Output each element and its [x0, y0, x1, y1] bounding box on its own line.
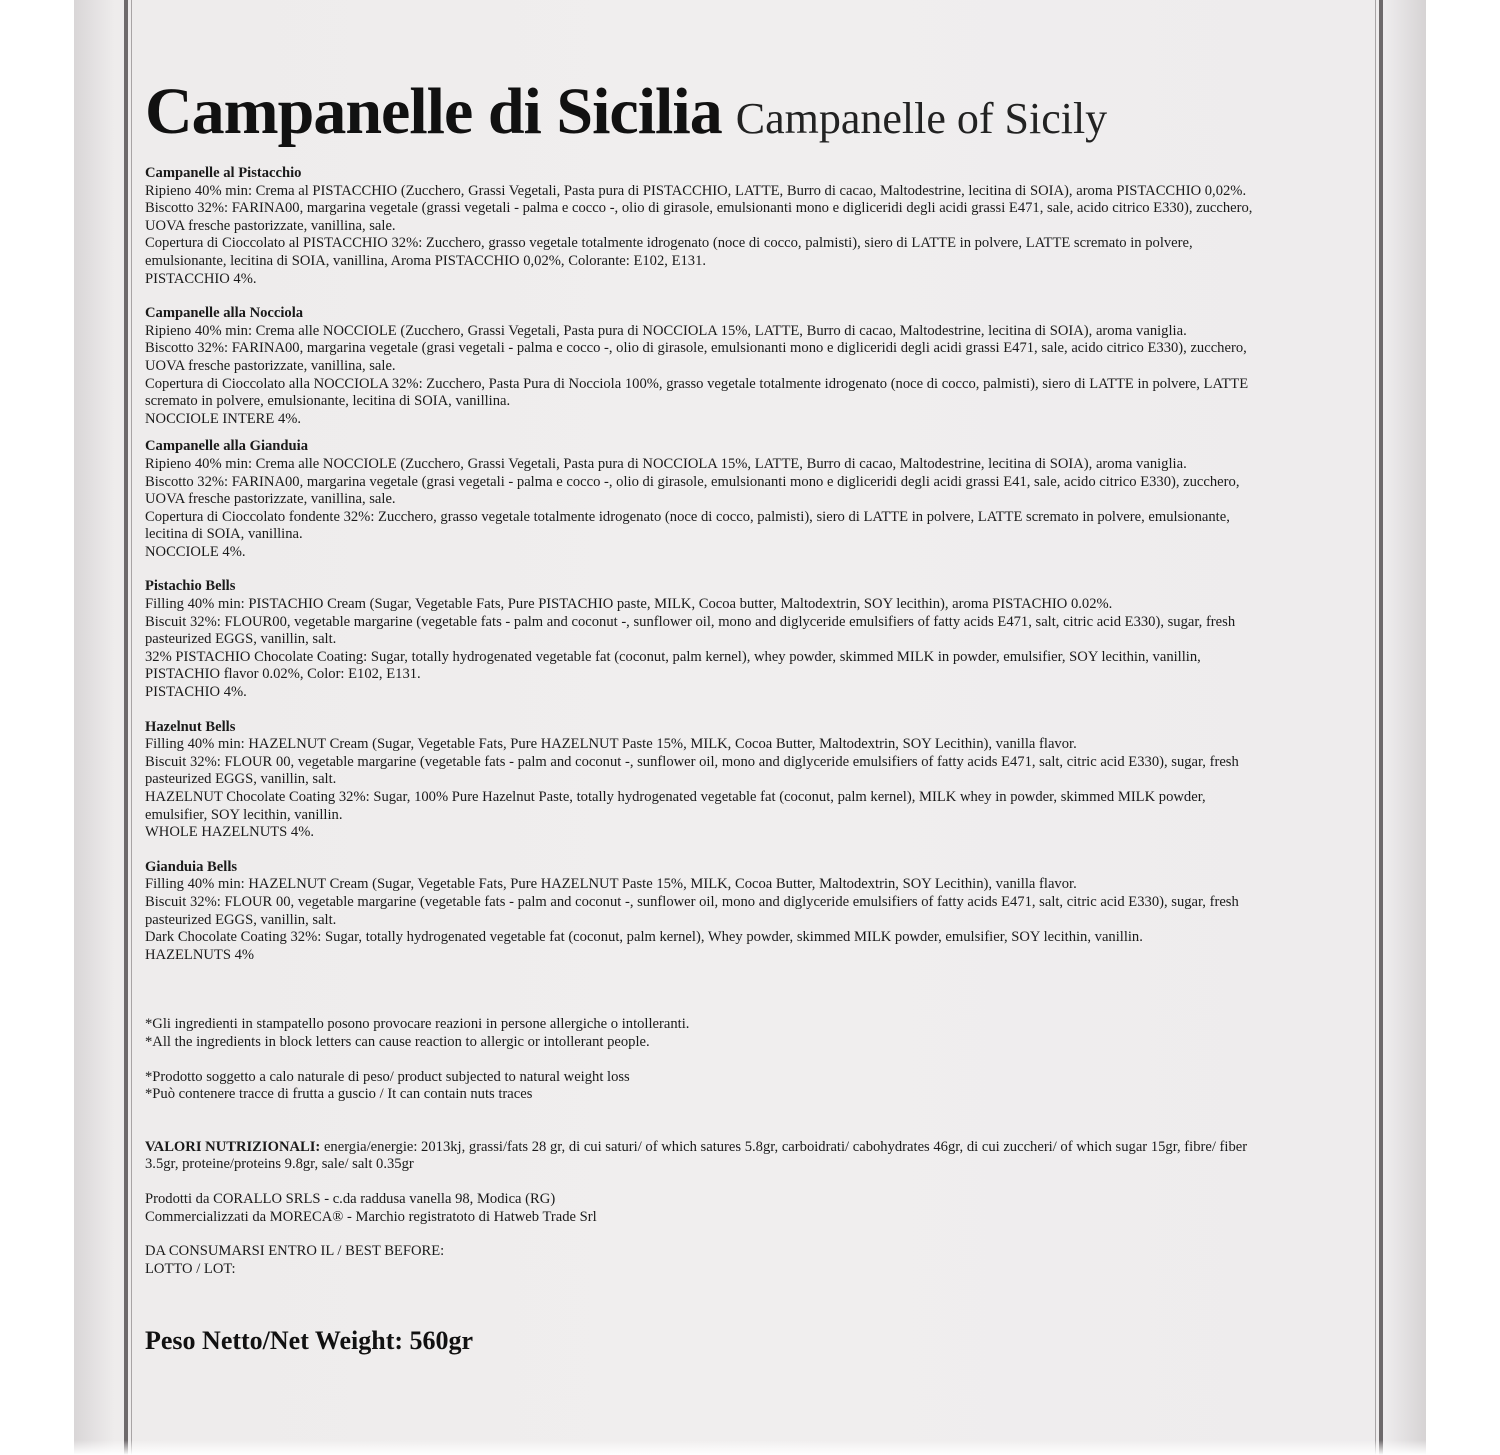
- nutrition-line-2: 3.5gr, proteine/proteins 9.8gr, sale/ salt 0.35gr: [145, 1156, 414, 1173]
- ingredient-line: Filling 40% min: HAZELNUT Cream (Sugar, Vegetable Fats, Pure HAZELNUT Paste 15%, MILK, Cocoa Butter, Maltodextrin, SOY Lecithin), vanilla flavor.: [145, 876, 1077, 893]
- ingredient-line: Biscotto 32%: FARINA00, margarina vegetale (grassi vegetali - palma e cocco -, olio di girasole, emulsionanti mono e digliceridi degli acidi grassi E471, sale, acido citrico E330), zucchero,: [145, 200, 1253, 217]
- date-lot-info: [145, 1243, 1370, 1278]
- ingredient-line: lecitina di SOIA, vanillina.: [145, 526, 303, 543]
- section-heading: Campanelle alla Gianduia: [145, 438, 308, 455]
- allergen-note-en: *All the ingredients in block letters can cause reaction to allergic or intollerant people.: [145, 1033, 650, 1050]
- ingredient-line: HAZELNUT Chocolate Coating 32%: Sugar, 100% Pure Hazelnut Paste, totally hydrogenated vegetable fat (coconut, palm kernel), MILK whey in powder, skimmed MILK powder,: [145, 789, 1206, 805]
- ingredient-line: Copertura di Cioccolato fondente 32%: Zucchero, grasso vegetale totalmente idrogenato (noce di cocco, palmisti), siero di LATTE in polvere, LATTE scremato in polvere, emulsionante,: [145, 508, 1230, 525]
- ingredient-line: UOVA fresche pastorizzate, vanillina, sale.: [145, 491, 396, 508]
- ingredient-line: Biscuit 32%: FLOUR00, vegetable margarine (vegetable fats - palm and coconut -, sunflower oil, mono and diglyceride emulsifiers of fatty acids E471, salt, citric acid E330), sugar, fresh: [145, 613, 1236, 630]
- ingredient-line: scremato in polvere, emulsionante, lecitina di SOIA, vanillina.: [145, 393, 511, 410]
- section-hazelnut-bells: [145, 719, 1370, 842]
- left-border-bar: [124, 0, 128, 1455]
- section-nocciola: [145, 305, 1370, 428]
- ingredient-line: Dark Chocolate Coating 32%: Sugar, totally hydrogenated vegetable fat (coconut, palm kernel), Whey powder, skimmed MILK powder, emulsifier, SOY lecithin, vanillin.: [145, 929, 1143, 946]
- ingredient-line: emulsionante, lecitina di SOIA, vanillina, Aroma PISTACCHIO 0,02%, Colorante: E102, E131.: [145, 252, 707, 269]
- title-italian: Campanelle di Sicilia: [145, 75, 722, 148]
- distributor-line: Commercializzati da MORECA® - Marchio registratoto di Hatweb Trade Srl: [145, 1208, 597, 1225]
- ingredient-line: HAZELNUTS 4%: [145, 946, 255, 963]
- product-title: [145, 72, 1370, 152]
- allergen-note-it: *Gli ingredienti in stampatello posono provocare reazioni in persone allergiche o intolleranti.: [145, 1016, 690, 1033]
- right-border-bar: [1379, 0, 1383, 1455]
- ingredient-line: NOCCIOLE INTERE 4%.: [145, 410, 302, 427]
- ingredient-line: Filling 40% min: HAZELNUT Cream (Sugar, Vegetable Fats, Pure HAZELNUT Paste 15%, MILK, Cocoa Butter, Maltodextrin, SOY Lecithin), vanilla flavor.: [145, 736, 1077, 753]
- section-gianduia-bells: [145, 859, 1370, 965]
- producer-line: Prodotti da CORALLO SRLS - c.da raddusa vanella 98, Modica (RG): [145, 1190, 556, 1207]
- section-heading: Campanelle alla Nocciola: [145, 305, 304, 322]
- bottom-fade: [74, 1440, 1426, 1455]
- ingredient-line: UOVA fresche pastorizzate, vanillina, sale.: [145, 357, 396, 374]
- section-gianduia: [145, 438, 1370, 561]
- ingredient-line: pasteurized EGGS, vanillin, salt.: [145, 771, 337, 788]
- ingredient-line: pasteurized EGGS, vanillin, salt.: [145, 911, 337, 928]
- section-heading: Gianduia Bells: [145, 858, 238, 875]
- ingredient-line: Ripieno 40% min: Crema al PISTACCHIO (Zucchero, Grassi Vegetali, Pasta pura di PISTACCHIO, LATTE, Burro di cacao, Maltodestrine, lecitina di SOIA), aroma PISTACCHIO 0,02%.: [145, 182, 1247, 199]
- ingredient-line: Copertura di Cioccolato alla NOCCIOLA 32%: Zucchero, Pasta Pura di Nocciola 100%, grasso vegetale totalmente idrogenato (noce di cocco, palmisti), siero di LATTE in polvere, LATTE: [145, 375, 1249, 392]
- right-border-line: [1375, 0, 1376, 1455]
- left-border-line: [131, 0, 132, 1455]
- ingredient-line: Biscotto 32%: FARINA00, margarina vegetale (grasi vegetali - palma e cocco -, olio di girasole, emulsionanti mono e digliceridi degli acidi grassi E41, sale, acido citrico E330), zucchero,: [145, 473, 1240, 490]
- allergen-notes: [145, 1016, 1370, 1051]
- label-content: [145, 72, 1370, 1356]
- ingredient-line: pasteurized EGGS, vanillin, salt.: [145, 631, 337, 648]
- ingredient-line: 32% PISTACHIO Chocolate Coating: Sugar, totally hydrogenated vegetable fat (coconut, palm kernel), whey powder, skimmed MILK in powder, emulsifier, SOY lecithin, vanillin,: [145, 648, 1201, 665]
- ingredient-line: PISTACHIO 4%.: [145, 684, 247, 701]
- ingredient-line: Ripieno 40% min: Crema alle NOCCIOLE (Zucchero, Grassi Vegetali, Pasta pura di NOCCIOLA 15%, LATTE, Burro di cacao, Maltodestrine, lecitina di SOIA), aroma vaniglia.: [145, 322, 1187, 339]
- ingredient-line: Copertura di Cioccolato al PISTACCHIO 32%: Zucchero, grasso vegetale totalmente idrogenato (noce di cocco, palmisti), siero di LATTE in polvere, LATTE scremato in polvere,: [145, 235, 1193, 252]
- weight-notes: [145, 1069, 1370, 1104]
- weight-loss-note: *Prodotto soggetto a calo naturale di peso/ product subjected to natural weight loss: [145, 1068, 630, 1085]
- section-heading: Pistachio Bells: [145, 578, 236, 595]
- ingredient-line: Biscotto 32%: FARINA00, margarina vegetale (grasi vegetali - palma e cocco -, olio di girasole, emulsionanti mono e digliceridi degli acidi grassi E471, sale, acido citrico E330), zucchero,: [145, 340, 1247, 357]
- ingredient-line: Ripieno 40% min: Crema alle NOCCIOLE (Zucchero, Grassi Vegetali, Pasta pura di NOCCIOLA 15%, LATTE, Burro di cacao, Maltodestrine, lecitina di SOIA), aroma vaniglia.: [145, 455, 1187, 472]
- producer-info: [145, 1191, 1370, 1226]
- nuts-traces-note: *Può contenere tracce di frutta a guscio / It can contain nuts traces: [145, 1086, 533, 1103]
- best-before: DA CONSUMARSI ENTRO IL / BEST BEFORE:: [145, 1243, 445, 1260]
- ingredient-line: Biscuit 32%: FLOUR 00, vegetable margarine (vegetable fats - palm and coconut -, sunflower oil, mono and diglyceride emulsifiers of fatty acids E471, salt, citric acid E330), sugar, fresh: [145, 753, 1239, 770]
- title-english: Campanelle of Sicily: [735, 94, 1108, 143]
- nutrition-values: [145, 1139, 1370, 1174]
- ingredient-line: WHOLE HAZELNUTS 4%.: [145, 824, 315, 841]
- lot-number: LOTTO / LOT:: [145, 1260, 236, 1277]
- ingredient-line: NOCCIOLE 4%.: [145, 543, 246, 560]
- ingredient-line: Biscuit 32%: FLOUR 00, vegetable margarine (vegetable fats - palm and coconut -, sunflower oil, mono and diglyceride emulsifiers of fatty acids E471, salt, citric acid E330), sugar, fresh: [145, 893, 1239, 910]
- net-weight: Peso Netto/Net Weight: 560gr: [145, 1326, 474, 1356]
- section-heading: Campanelle al Pistacchio: [145, 165, 302, 181]
- section-pistachio-bells: [145, 578, 1370, 701]
- section-heading: Hazelnut Bells: [145, 718, 236, 735]
- nutrition-line-1: [145, 1139, 1370, 1157]
- ingredient-line: PISTACHIO flavor 0.02%, Color: E102, E131.: [145, 666, 421, 683]
- ingredient-line: UOVA fresche pastorizzate, vanillina, sale.: [145, 217, 396, 234]
- nutrition-label: VALORI NUTRIZIONALI:: [145, 1138, 321, 1155]
- section-pistacchio: [145, 165, 1370, 288]
- nutrition-text: energia/energie: 2013kj, grassi/fats 28 gr, di cui saturi/ of which satures 5.8gr, carboidrati/ cabohydrates 46gr, di cui zuccheri/ of which sugar 15gr, fibre/ fiber: [320, 1138, 1248, 1155]
- ingredient-line: PISTACCHIO 4%.: [145, 270, 257, 287]
- ingredient-line: emulsifier, SOY lecithin, vanillin.: [145, 806, 343, 823]
- ingredient-line: Filling 40% min: PISTACHIO Cream (Sugar, Vegetable Fats, Pure PISTACHIO paste, MILK, Cocoa butter, Maltodextrin, SOY lecithin), aroma PISTACHIO 0.02%.: [145, 596, 1113, 613]
